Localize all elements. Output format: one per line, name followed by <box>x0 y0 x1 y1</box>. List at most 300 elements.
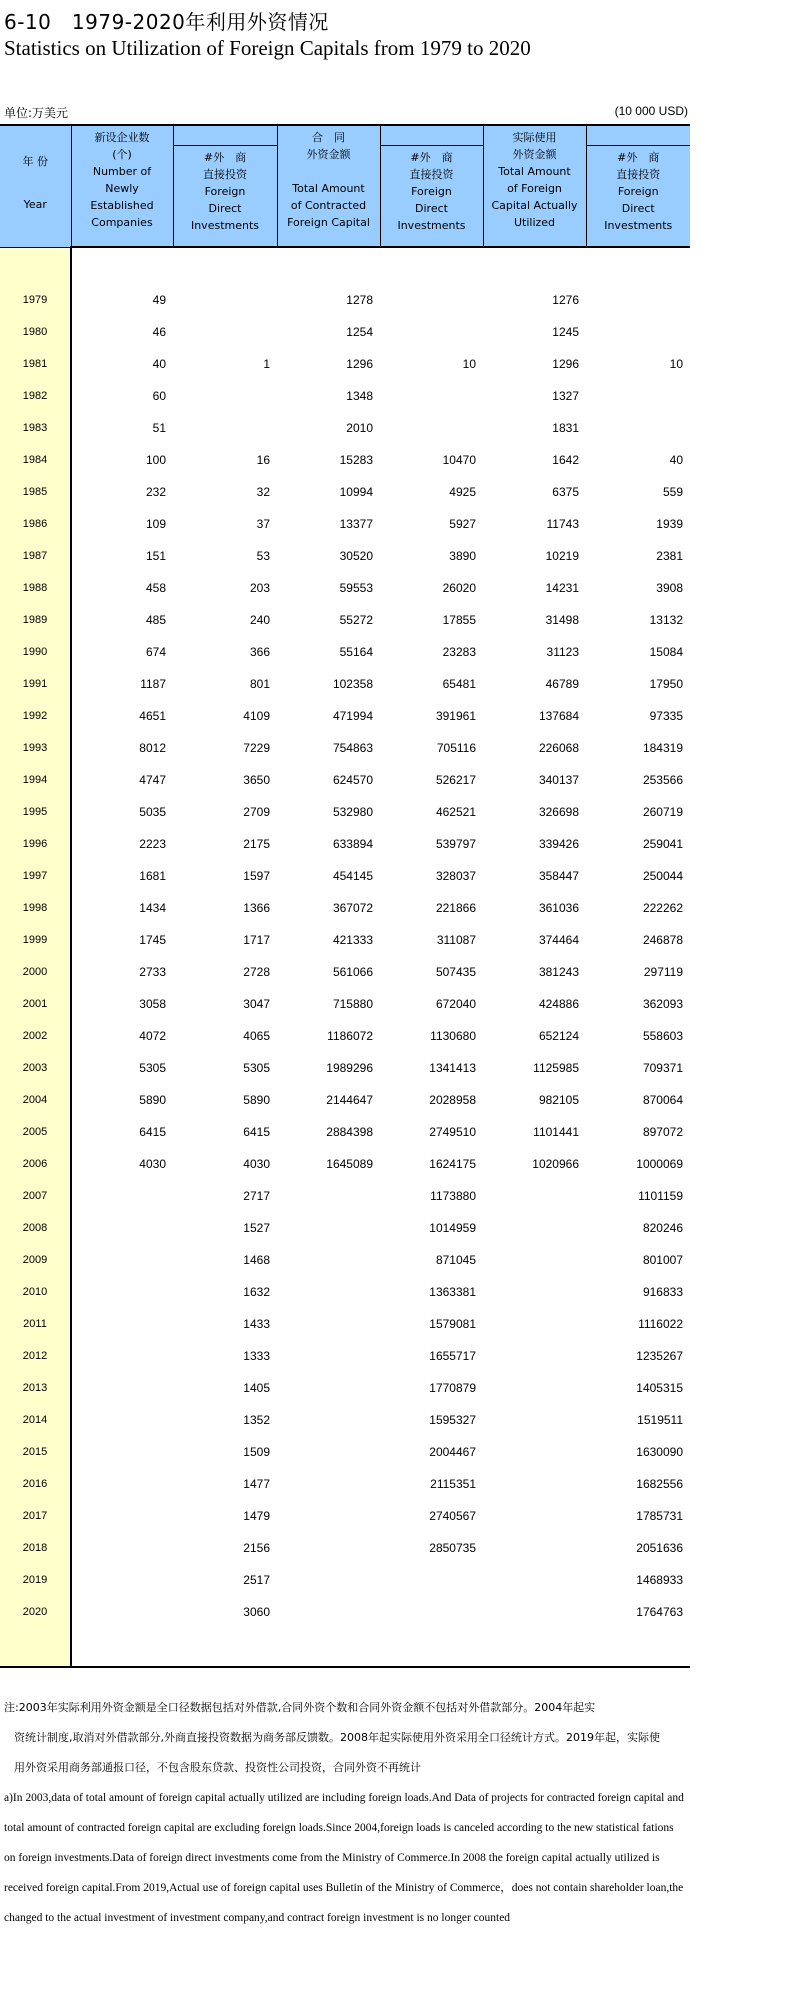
companies-fdi-cell: 32 <box>256 485 270 499</box>
contracted-fdi-cell: 26020 <box>442 581 476 595</box>
contracted-cell <box>277 1436 380 1468</box>
utilized-cell <box>483 1244 586 1276</box>
utilized-fdi-cell <box>586 412 690 444</box>
table-row <box>0 1180 690 1212</box>
companies-cell: 1681 <box>139 869 166 883</box>
utilized-cell: 10219 <box>545 549 579 563</box>
companies-cell: 5890 <box>139 1093 166 1107</box>
table-row <box>0 956 690 988</box>
table-row <box>0 1148 690 1180</box>
contracted-cell: 1645089 <box>326 1157 373 1171</box>
contracted-fdi-cell: 462521 <box>435 805 476 819</box>
contracted-cell: 2144647 <box>326 1093 373 1107</box>
table-row <box>0 1276 690 1308</box>
unit-label-cn: 单位:万美元 <box>4 106 69 120</box>
year-cell: 1988 <box>0 572 71 604</box>
table-row <box>0 1404 690 1436</box>
companies-fdi-cell: 1366 <box>243 901 270 915</box>
companies-fdi-cell: 2156 <box>243 1541 270 1555</box>
page-title-cn: 6-10 1979-2020年利用外资情况 <box>4 10 329 34</box>
utilized-fdi-cell: 1116022 <box>638 1317 683 1331</box>
utilized-cell <box>483 1436 586 1468</box>
year-cell: 1983 <box>0 412 71 444</box>
year-cell: 1982 <box>0 380 71 412</box>
contracted-cell: 624570 <box>332 773 373 787</box>
year-cell: 1994 <box>0 764 71 796</box>
utilized-cell: 424886 <box>538 997 579 1011</box>
header-year <box>0 125 71 247</box>
utilized-fdi-cell: 3908 <box>656 581 683 595</box>
table-row <box>0 508 690 540</box>
contracted-fdi-cell: 1595327 <box>429 1413 476 1427</box>
utilized-cell: 11743 <box>546 517 579 531</box>
table-row <box>0 732 690 764</box>
year-cell: 1979 <box>0 284 71 316</box>
contracted-fdi-cell: 311087 <box>436 933 476 947</box>
utilized-cell <box>483 1564 586 1596</box>
contracted-fdi-cell: 391961 <box>435 709 476 723</box>
utilized-cell <box>483 1372 586 1404</box>
utilized-cell: 1831 <box>552 421 579 435</box>
contracted-fdi-cell: 2749510 <box>429 1125 476 1139</box>
companies-cell <box>71 1468 173 1500</box>
utilized-fdi-cell: 801007 <box>642 1253 683 1267</box>
table-row <box>0 988 690 1020</box>
year-cell: 1998 <box>0 892 71 924</box>
companies-cell <box>71 1340 173 1372</box>
table-row <box>0 1372 690 1404</box>
utilized-cell <box>483 1212 586 1244</box>
companies-cell: 232 <box>145 485 166 499</box>
utilized-cell: 381243 <box>538 965 579 979</box>
contracted-cell: 471994 <box>332 709 373 723</box>
year-cell: 1992 <box>0 700 71 732</box>
contracted-fdi-cell: 1579081 <box>429 1317 476 1331</box>
contracted-fdi-cell: 2115351 <box>430 1477 476 1491</box>
utilized-fdi-cell: 17950 <box>649 677 683 691</box>
contracted-fdi-cell: 1363381 <box>429 1285 476 1299</box>
year-cell: 2019 <box>0 1564 71 1596</box>
year-cell: 2014 <box>0 1404 71 1436</box>
contracted-cell <box>277 1500 380 1532</box>
table-row <box>0 764 690 796</box>
utilized-cell: 1276 <box>552 293 579 307</box>
contracted-fdi-cell: 10 <box>462 357 476 371</box>
header-year-en: Year <box>23 198 47 211</box>
companies-cell: 2223 <box>139 837 166 851</box>
companies-cell <box>71 1532 173 1564</box>
year-cell: 1985 <box>0 476 71 508</box>
companies-fdi-cell: 5890 <box>243 1093 270 1107</box>
utilized-cell: 374464 <box>538 933 579 947</box>
contracted-cell: 1296 <box>346 357 373 371</box>
contracted-cell <box>277 1244 380 1276</box>
contracted-cell <box>277 1308 380 1340</box>
companies-fdi-cell: 4109 <box>243 709 270 723</box>
table-row <box>0 1436 690 1468</box>
companies-cell: 109 <box>145 517 166 531</box>
utilized-cell: 226068 <box>538 741 579 755</box>
year-cell-spacer <box>0 247 71 284</box>
utilized-cell: 31498 <box>545 613 579 627</box>
utilized-fdi-cell <box>586 284 690 316</box>
companies-cell: 100 <box>145 453 166 467</box>
companies-cell: 46 <box>152 325 166 339</box>
contracted-fdi-cell: 672040 <box>435 997 476 1011</box>
companies-cell: 1745 <box>139 933 166 947</box>
companies-cell: 8012 <box>139 741 166 755</box>
companies-fdi-cell <box>173 412 277 444</box>
utilized-fdi-cell: 15084 <box>649 645 683 659</box>
year-cell: 2012 <box>0 1340 71 1372</box>
contracted-fdi-cell: 1014959 <box>429 1221 476 1235</box>
year-cell: 1989 <box>0 604 71 636</box>
contracted-cell: 55272 <box>339 613 373 627</box>
contracted-cell: 2884398 <box>326 1125 373 1139</box>
companies-fdi-cell <box>173 380 277 412</box>
utilized-cell <box>483 1340 586 1372</box>
table-row <box>0 1468 690 1500</box>
utilized-fdi-cell: 259041 <box>642 837 683 851</box>
contracted-cell <box>277 1372 380 1404</box>
contracted-fdi-cell <box>380 316 483 348</box>
contracted-fdi-cell <box>380 1596 483 1628</box>
year-cell: 2001 <box>0 988 71 1020</box>
contracted-cell <box>277 1180 380 1212</box>
contracted-cell <box>277 1468 380 1500</box>
year-cell: 2007 <box>0 1180 71 1212</box>
header-utilized-fdi: #外 商 直接投资 Foreign Direct Investments <box>586 146 690 248</box>
table-row <box>0 604 690 636</box>
table-row <box>0 668 690 700</box>
utilized-fdi-cell: 559 <box>662 485 683 499</box>
utilized-fdi-cell: 916833 <box>642 1285 683 1299</box>
utilized-fdi-cell: 222262 <box>642 901 683 915</box>
contracted-cell: 715880 <box>332 997 373 1011</box>
contracted-cell: 1186072 <box>327 1029 373 1043</box>
companies-cell: 60 <box>152 389 166 403</box>
utilized-fdi-cell: 97335 <box>649 709 683 723</box>
contracted-fdi-cell <box>380 380 483 412</box>
utilized-fdi-cell: 1235267 <box>636 1349 683 1363</box>
table-row <box>0 316 690 348</box>
contracted-fdi-cell: 65481 <box>442 677 476 691</box>
year-cell: 2016 <box>0 1468 71 1500</box>
table-row <box>0 1020 690 1052</box>
year-cell: 2008 <box>0 1212 71 1244</box>
contracted-fdi-cell: 539797 <box>435 837 476 851</box>
note-en-line: changed to the actual investment of investment company,and contract foreign investment is no longer counted <box>4 1912 511 1924</box>
utilized-fdi-cell: 1764763 <box>636 1605 683 1619</box>
note-en-line: received foreign capital.From 2019,Actual use of foreign capital uses Bulletin of the Ministry of Commerce，does not contain shareholder loan,the <box>4 1882 684 1894</box>
companies-fdi-cell: 1717 <box>243 933 270 947</box>
companies-fdi-cell: 366 <box>249 645 270 659</box>
table-row <box>0 1564 690 1596</box>
utilized-fdi-cell: 709371 <box>642 1061 683 1075</box>
companies-cell: 674 <box>145 645 166 659</box>
table-row <box>0 380 690 412</box>
companies-fdi-cell: 1433 <box>243 1317 270 1331</box>
contracted-cell: 2010 <box>346 421 373 435</box>
contracted-fdi-cell: 3890 <box>449 549 476 563</box>
table-row <box>0 700 690 732</box>
contracted-cell: 532980 <box>332 805 373 819</box>
contracted-fdi-cell: 10470 <box>442 453 476 467</box>
companies-cell <box>71 1372 173 1404</box>
year-cell: 2005 <box>0 1116 71 1148</box>
contracted-fdi-cell: 507435 <box>435 965 476 979</box>
utilized-cell: 326698 <box>538 805 579 819</box>
companies-cell: 1187 <box>140 677 166 691</box>
utilized-fdi-cell <box>586 316 690 348</box>
companies-fdi-cell: 37 <box>256 517 270 531</box>
utilized-fdi-cell: 362093 <box>642 997 683 1011</box>
year-cell: 1990 <box>0 636 71 668</box>
utilized-fdi-cell: 1405315 <box>636 1381 683 1395</box>
contracted-fdi-cell: 705116 <box>436 741 476 755</box>
contracted-cell: 561066 <box>332 965 373 979</box>
contracted-fdi-cell: 1173880 <box>430 1189 476 1203</box>
companies-fdi-cell: 2709 <box>243 805 270 819</box>
empty-cell <box>71 1628 173 1667</box>
contracted-cell: 55164 <box>339 645 373 659</box>
contracted-cell: 15283 <box>339 453 373 467</box>
companies-cell <box>71 1436 173 1468</box>
utilized-cell: 361036 <box>538 901 579 915</box>
year-cell: 2010 <box>0 1276 71 1308</box>
companies-fdi-cell <box>173 284 277 316</box>
utilized-fdi-cell: 1519511 <box>637 1413 683 1427</box>
companies-cell: 4651 <box>139 709 166 723</box>
contracted-cell <box>277 1276 380 1308</box>
companies-cell <box>71 1500 173 1532</box>
table-row <box>0 572 690 604</box>
companies-cell: 5305 <box>139 1061 166 1075</box>
year-cell: 1995 <box>0 796 71 828</box>
companies-cell <box>71 1596 173 1628</box>
companies-fdi-cell: 5305 <box>243 1061 270 1075</box>
contracted-fdi-cell: 2740567 <box>429 1509 476 1523</box>
utilized-cell <box>483 1276 586 1308</box>
utilized-cell: 6375 <box>552 485 579 499</box>
table-row <box>0 828 690 860</box>
table-row <box>0 476 690 508</box>
utilized-fdi-cell: 820246 <box>642 1221 683 1235</box>
contracted-cell: 59553 <box>339 581 373 595</box>
table-row <box>0 636 690 668</box>
header-utilized: 实际使用 外资金额 Total Amount of Foreign Capital Actually Utilized <box>483 125 586 247</box>
year-cell: 2006 <box>0 1148 71 1180</box>
year-cell: 1981 <box>0 348 71 380</box>
contracted-fdi-cell: 2028958 <box>429 1093 476 1107</box>
companies-fdi-cell: 1509 <box>243 1445 270 1459</box>
utilized-fdi-cell: 1630090 <box>636 1445 683 1459</box>
utilized-cell <box>483 1596 586 1628</box>
contracted-cell: 1989296 <box>326 1061 373 1075</box>
year-cell: 2000 <box>0 956 71 988</box>
companies-fdi-cell: 240 <box>249 613 270 627</box>
companies-cell: 458 <box>145 581 166 595</box>
companies-fdi-cell: 1477 <box>243 1477 270 1491</box>
utilized-cell: 339426 <box>538 837 579 851</box>
year-cell: 2002 <box>0 1020 71 1052</box>
contracted-fdi-cell: 221866 <box>435 901 476 915</box>
companies-fdi-cell: 2728 <box>243 965 270 979</box>
table-row <box>0 1340 690 1372</box>
contracted-cell <box>277 1404 380 1436</box>
contracted-fdi-cell <box>380 1564 483 1596</box>
table-row <box>0 924 690 956</box>
contracted-fdi-cell: 23283 <box>442 645 476 659</box>
footnotes <box>4 1693 800 1933</box>
utilized-cell <box>483 1180 586 1212</box>
utilized-cell <box>483 1404 586 1436</box>
year-cell: 2009 <box>0 1244 71 1276</box>
table-row <box>0 1084 690 1116</box>
utilized-fdi-cell: 2051636 <box>636 1541 683 1555</box>
companies-cell: 2733 <box>139 965 166 979</box>
companies-cell: 4747 <box>139 773 166 787</box>
utilized-cell <box>483 1308 586 1340</box>
companies-fdi-cell: 1527 <box>243 1221 270 1235</box>
note-cn-line: 资统计制度,取消对外借款部分,外商直接投资数据为商务部反馈数。2008年起实际使用外资采用全口径统计方式。2019年起，实际使 <box>14 1731 660 1744</box>
header-contracted-fdi: #外 商 直接投资 Foreign Direct Investments <box>380 146 483 248</box>
companies-fdi-cell: 2175 <box>243 837 270 851</box>
companies-cell <box>71 1180 173 1212</box>
companies-cell: 6415 <box>139 1125 166 1139</box>
empty-cell <box>173 1628 277 1667</box>
utilized-fdi-cell: 253566 <box>642 773 683 787</box>
utilized-fdi-cell: 1101159 <box>638 1189 683 1203</box>
foreign-capital-table <box>0 124 690 1668</box>
contracted-fdi-cell: 4925 <box>449 485 476 499</box>
empty-cell <box>586 1628 690 1667</box>
utilized-cell: 1327 <box>552 389 579 403</box>
contracted-cell: 754863 <box>332 741 373 755</box>
header-utilized-spacer <box>586 125 690 146</box>
companies-fdi-cell: 3650 <box>243 773 270 787</box>
utilized-cell <box>483 1500 586 1532</box>
header-year-cn: 年 份 <box>22 155 48 168</box>
table-row <box>0 1116 690 1148</box>
companies-cell <box>71 1244 173 1276</box>
companies-fdi-cell: 1597 <box>243 869 270 883</box>
year-cell: 1986 <box>0 508 71 540</box>
header-companies-fdi: #外 商 直接投资 Foreign Direct Investments <box>173 146 277 248</box>
table-row <box>0 1052 690 1084</box>
companies-fdi-cell: 3047 <box>243 997 270 1011</box>
companies-cell <box>71 1212 173 1244</box>
year-cell: 1984 <box>0 444 71 476</box>
table-row <box>0 540 690 572</box>
contracted-fdi-cell: 17855 <box>442 613 476 627</box>
utilized-fdi-cell: 1939 <box>656 517 683 531</box>
companies-cell: 49 <box>152 293 166 307</box>
page-title-en: Statistics on Utilization of Foreign Capitals from 1979 to 2020 <box>4 36 531 60</box>
utilized-fdi-cell: 260719 <box>642 805 683 819</box>
note-cn-line: 用外资采用商务部通报口径，不包含股东贷款、投资性公司投资，合同外资不再统计 <box>14 1761 421 1774</box>
companies-fdi-cell: 203 <box>249 581 270 595</box>
table-row <box>0 412 690 444</box>
contracted-cell: 633894 <box>332 837 373 851</box>
companies-fdi-cell: 1352 <box>243 1413 270 1427</box>
year-cell: 2013 <box>0 1372 71 1404</box>
table-row <box>0 1532 690 1564</box>
header-companies: 新设企业数 (个) Number of Newly Established Companies <box>71 125 173 247</box>
year-cell: 1987 <box>0 540 71 572</box>
year-cell: 2004 <box>0 1084 71 1116</box>
table-row <box>0 1596 690 1628</box>
contracted-cell: 1348 <box>346 389 373 403</box>
utilized-fdi-cell: 10 <box>669 357 683 371</box>
utilized-fdi-cell: 558603 <box>642 1029 683 1043</box>
empty-cell <box>483 1628 586 1667</box>
utilized-fdi-cell <box>586 380 690 412</box>
companies-cell: 4030 <box>139 1157 166 1171</box>
utilized-fdi-cell: 297119 <box>643 965 683 979</box>
table-row <box>0 1212 690 1244</box>
contracted-cell: 454145 <box>332 869 373 883</box>
utilized-fdi-cell: 870064 <box>642 1093 683 1107</box>
utilized-fdi-cell: 250044 <box>642 869 683 883</box>
empty-cell <box>380 1628 483 1667</box>
year-cell: 2011 <box>0 1308 71 1340</box>
contracted-fdi-cell: 1130680 <box>430 1029 476 1043</box>
contracted-cell: 13377 <box>339 517 373 531</box>
utilized-cell <box>483 1468 586 1500</box>
utilized-fdi-cell: 40 <box>669 453 683 467</box>
contracted-cell <box>277 1596 380 1628</box>
contracted-cell: 1278 <box>346 293 373 307</box>
table-row <box>0 444 690 476</box>
note-en-line: total amount of contracted foreign capital are excluding foreign loads.Since 2004,foreign loads is canceled according to the new statistical fations <box>4 1822 674 1834</box>
contracted-fdi-cell <box>380 412 483 444</box>
contracted-cell: 1254 <box>346 325 373 339</box>
companies-fdi-cell: 801 <box>249 677 270 691</box>
companies-cell <box>71 1276 173 1308</box>
utilized-cell: 46789 <box>545 677 579 691</box>
contracted-fdi-cell <box>380 284 483 316</box>
companies-fdi-cell: 7229 <box>243 741 270 755</box>
year-cell: 1996 <box>0 828 71 860</box>
contracted-fdi-cell: 2850735 <box>429 1541 476 1555</box>
contracted-fdi-cell: 871045 <box>435 1253 476 1267</box>
companies-fdi-cell: 4030 <box>243 1157 270 1171</box>
header-contracted: 合 同 外资金额 Total Amount of Contracted Foreign Capital <box>277 125 380 247</box>
companies-fdi-cell: 1632 <box>243 1285 270 1299</box>
empty-cell <box>277 1628 380 1667</box>
utilized-cell: 1101441 <box>533 1125 579 1139</box>
companies-fdi-cell: 2717 <box>243 1189 270 1203</box>
year-cell: 1997 <box>0 860 71 892</box>
year-cell: 1999 <box>0 924 71 956</box>
year-cell: 2003 <box>0 1052 71 1084</box>
utilized-fdi-cell: 1785731 <box>636 1509 683 1523</box>
utilized-cell: 1642 <box>552 453 579 467</box>
contracted-cell: 367072 <box>332 901 373 915</box>
companies-fdi-cell: 1479 <box>243 1509 270 1523</box>
companies-cell: 1434 <box>139 901 166 915</box>
utilized-cell: 1296 <box>552 357 579 371</box>
companies-cell: 151 <box>145 549 166 563</box>
contracted-cell: 102358 <box>332 677 373 691</box>
companies-cell <box>71 1308 173 1340</box>
companies-fdi-cell: 4065 <box>243 1029 270 1043</box>
companies-fdi-cell: 1405 <box>243 1381 270 1395</box>
year-cell: 1993 <box>0 732 71 764</box>
utilized-cell <box>483 1532 586 1564</box>
utilized-cell: 14231 <box>545 581 579 595</box>
